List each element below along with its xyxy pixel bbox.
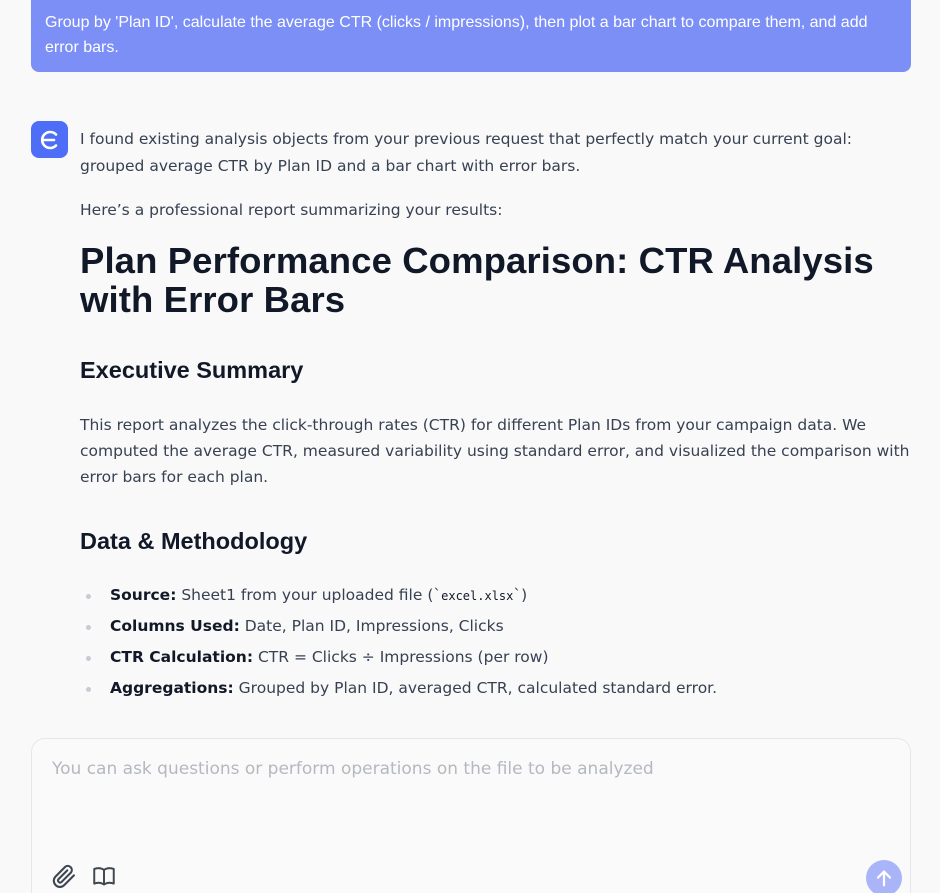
list-item-label: Columns Used:	[110, 617, 240, 635]
list-item-text: CTR = Clicks ÷ Impressions (per row)	[253, 648, 549, 666]
arrow-up-icon	[873, 867, 895, 889]
chat-composer	[31, 738, 911, 893]
list-item	[80, 611, 910, 642]
list-item-text: Sheet1 from your uploaded file (`	[176, 586, 442, 604]
assistant-message	[80, 126, 910, 794]
paperclip-icon	[50, 862, 78, 890]
executive-summary-heading: Executive Summary	[80, 357, 304, 383]
assistant-intro: I found existing analysis objects from your previous request that perfectly match your current goal: grouped average CTR by Plan ID and a bar chart with error bars.	[80, 130, 852, 175]
list-item-label: Aggregations:	[110, 679, 234, 697]
list-item-text: `)	[513, 586, 528, 604]
attach-button[interactable]	[49, 861, 79, 891]
methodology-heading: Data & Methodology	[80, 528, 308, 554]
list-item	[80, 642, 910, 673]
methodology-list	[80, 580, 910, 704]
report-title: Plan Performance Comparison: CTR Analysis with Error Bars	[80, 240, 874, 320]
book-icon	[91, 863, 117, 889]
list-item	[80, 580, 910, 611]
e-logo-icon	[38, 128, 62, 152]
knowledge-button[interactable]	[89, 861, 119, 891]
chat-input[interactable]	[52, 757, 872, 817]
send-button[interactable]	[866, 860, 902, 893]
user-message-text: Group by 'Plan ID', calculate the average CTR (clicks / impressions), then plot a bar chart to compare them, and add error bars.	[45, 14, 868, 56]
list-item-text: Grouped by Plan ID, averaged CTR, calculated standard error.	[233, 679, 718, 697]
list-item-label: CTR Calculation:	[110, 648, 254, 666]
list-item-text: Date, Plan ID, Impressions, Clicks	[239, 617, 504, 635]
file-name-code: excel.xlsx	[441, 589, 514, 603]
assistant-avatar	[31, 121, 68, 158]
executive-summary-text: This report analyzes the click-through rates (CTR) for different Plan IDs from your campaign data. We computed the average CTR, measured variability using standard error, and visualized the comparison with error bars for each plan.	[80, 416, 910, 486]
user-message-bubble	[31, 0, 911, 72]
assistant-lead: Here’s a professional report summarizing your results:	[80, 201, 503, 219]
list-item-label: Source:	[110, 586, 177, 604]
list-item	[80, 673, 910, 704]
